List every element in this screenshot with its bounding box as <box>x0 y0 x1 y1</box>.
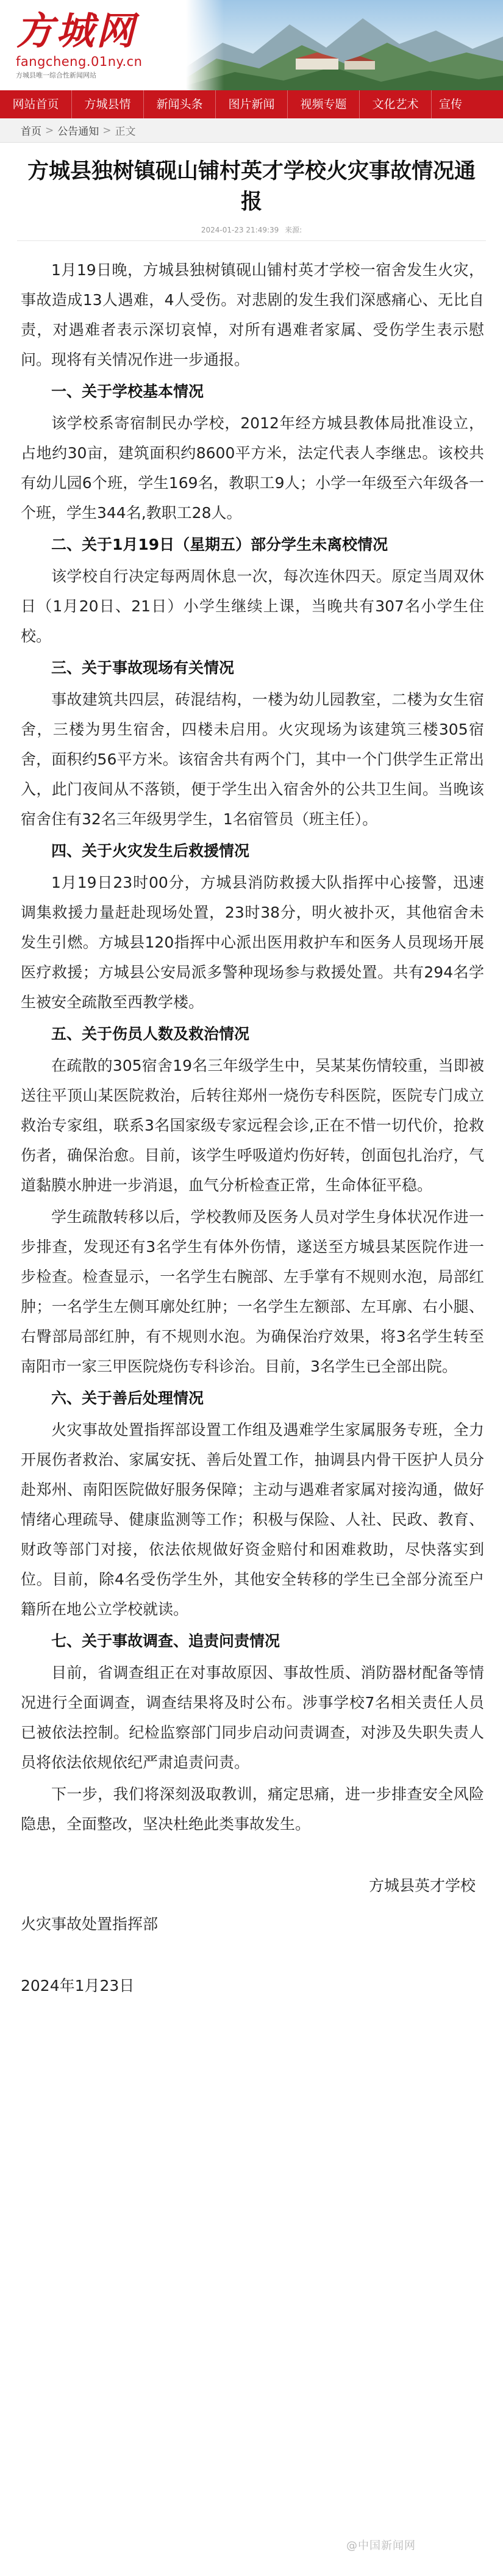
logo-slogan: 方城县唯一综合性新闻网站 <box>16 71 96 79</box>
article-paragraph: 事故建筑共四层，砖混结构，一楼为幼儿园教室，二楼为女生宿舍，三楼为男生宿舍，四楼未启用。火灾现场为该建筑三楼305宿舍，面积约56平方米。该宿舍共有两个门，其中一个门供学生正常出入，此门夜间从不落锁，便于学生出入宿舍外的公共卫生间。当晚该宿舍住有32名三年级男学生，1名宿管员（班主任）。 <box>21 691 484 828</box>
breadcrumb <box>0 118 503 143</box>
article-source-label: 来源: <box>285 226 302 234</box>
site-logo[interactable] <box>16 9 180 82</box>
article <box>0 143 503 2576</box>
section-heading: 三、关于事故现场有关情况 <box>51 659 235 677</box>
article-meta <box>0 225 503 236</box>
article-date: 2024-01-23 21:49:39 <box>201 226 279 234</box>
section-heading: 二、关于1月19日（星期五）部分学生未离校情况 <box>51 536 388 553</box>
article-title: 方城县独树镇砚山铺村英才学校火灾事故情况通报 <box>27 159 476 214</box>
article-paragraph: 火灾事故处置指挥部设置工作组及遇难学生家属服务专班，全力开展伤者救治、家属安抚、善后处置工作，抽调县内骨干医护人员分赴郑州、南阳医院做好服务保障；主动与遇难者家属对接沟通，做好情绪心理疏导、健康监测等工作；积极与保险、人社、民政、教育、财政等部门对接，依法依规做好资金赔付和困难救助，尽快落实到位。目前，除4名受伤学生外，其他安全转移的学生已全部分流至户籍所在地公立学校就读。 <box>21 1421 484 1618</box>
article-paragraph: 目前，省调查组正在对事故原因、事故性质、消防器材配备等情况进行全面调查，调查结果将及时公布。涉事学校7名相关责任人员已被依法控制。纪检监察部门同步启动问责调查，对涉及失职失责人员将依法依规依纪严肃追责问责。 <box>21 1664 484 1771</box>
mountain-landscape-image <box>186 0 503 90</box>
breadcrumb-separator: > <box>45 124 54 137</box>
section-heading: 一、关于学校基本情况 <box>51 383 204 400</box>
section-heading: 七、关于事故调查、追责问责情况 <box>51 1632 280 1650</box>
main-nav <box>0 90 503 118</box>
nav-item-home[interactable]: 网站首页 <box>0 90 72 118</box>
breadcrumb-current: 正文 <box>115 126 136 138</box>
breadcrumb-section[interactable]: 公告通知 <box>57 126 99 138</box>
site-header <box>0 0 503 90</box>
signature-date: 2024年1月23日 <box>21 1977 135 1995</box>
article-paragraph: 1月19日晚，方城县独树镇砚山铺村英才学校一宿舍发生火灾，事故造成13人遇难，4人受伤。对悲剧的发生我们深感痛心、无比自责，对遇难者表示深切哀悼，对所有遇难者家属、受伤学生表示慰问。现将有关情况作进一步通报。 <box>21 261 484 369</box>
article-paragraph: 该学校系寄宿制民办学校，2012年经方城县教体局批准设立，占地约30亩，建筑面积约8600平方米，法定代表人李继忠。该校共有幼儿园6个班，学生169名，教职工9人；小学一年级至六年级各一个班，学生344名,教职工28人。 <box>21 414 484 522</box>
breadcrumb-home[interactable]: 首页 <box>21 126 41 138</box>
section-heading: 四、关于火灾发生后救援情况 <box>51 842 250 860</box>
logo-text: 方城网 <box>16 9 137 53</box>
nav-item-headlines[interactable]: 新闻头条 <box>144 90 216 118</box>
article-body <box>21 255 484 2002</box>
section-heading: 六、关于善后处理情况 <box>51 1389 204 1407</box>
article-paragraph: 学生疏散转移以后，学校教师及医务人员对学生身体状况作进一步排查，发现还有3名学生有体外伤情，遂送至方城县某医院作进一步检查。检查显示，一名学生右腕部、左手掌有不规则水泡，局部红肿；一名学生左侧耳廓处红肿；一名学生左额部、左耳廓、右小腿、右臀部局部红肿，有不规则水泡。为确保治疗效果，将3名学生转至南阳市一家三甲医院烧伤专科诊治。目前，3名学生已全部出院。 <box>21 1208 484 1375</box>
nav-item-culture[interactable]: 文化艺术 <box>360 90 432 118</box>
nav-item-county-info[interactable]: 方城县情 <box>72 90 144 118</box>
article-paragraph: 该学校自行决定每两周休息一次，每次连休四天。原定当周双休日（1月20日、21日）小学生继续上课，当晚共有307名小学生住校。 <box>21 567 484 645</box>
signature-department: 火灾事故处置指挥部 <box>21 1915 159 1933</box>
watermark: @中国新闻网 <box>346 2539 416 2552</box>
article-paragraph: 1月19日23时00分，方城县消防救援大队指挥中心接警，迅速调集救援力量赶赴现场处置，23时38分，明火被扑灭，其他宿舍未发生引燃。方城县120指挥中心派出医用救护车和医务人员现场开展医疗救援；方城县公安局派多警种现场参与救援处置。共有294名学生被安全疏散至西教学楼。 <box>21 874 484 1011</box>
signature-organization: 方城县英才学校 <box>368 1877 476 1894</box>
breadcrumb-separator: > <box>102 124 112 137</box>
article-paragraph: 在疏散的305宿舍19名三年级学生中，吴某某伤情较重，当即被送往平顶山某医院救治，后转往郑州一烧伤专科医院，医院专门成立救治专家组，联系3名国家级专家远程会诊,正在不惜一切代价，抢救伤者，确保治愈。目前，该学生呼吸道灼伤好转，创面包扎治疗，气道黏膜水肿进一步消退，血气分析检查正常，生命体征平稳。 <box>21 1057 484 1194</box>
title-divider <box>17 240 486 241</box>
nav-item-video[interactable]: 视频专题 <box>288 90 360 118</box>
nav-item-photo-news[interactable]: 图片新闻 <box>216 90 288 118</box>
logo-domain: fangcheng.01ny.cn <box>16 54 143 69</box>
nav-item-publicity[interactable]: 宣传 <box>439 98 463 111</box>
header-banner-image <box>186 0 503 90</box>
section-heading: 五、关于伤员人数及救治情况 <box>51 1025 250 1043</box>
article-paragraph: 下一步，我们将深刻汲取教训，痛定思痛，进一步排查安全风险隐患，全面整改，坚决杜绝此类事故发生。 <box>21 1785 484 1833</box>
